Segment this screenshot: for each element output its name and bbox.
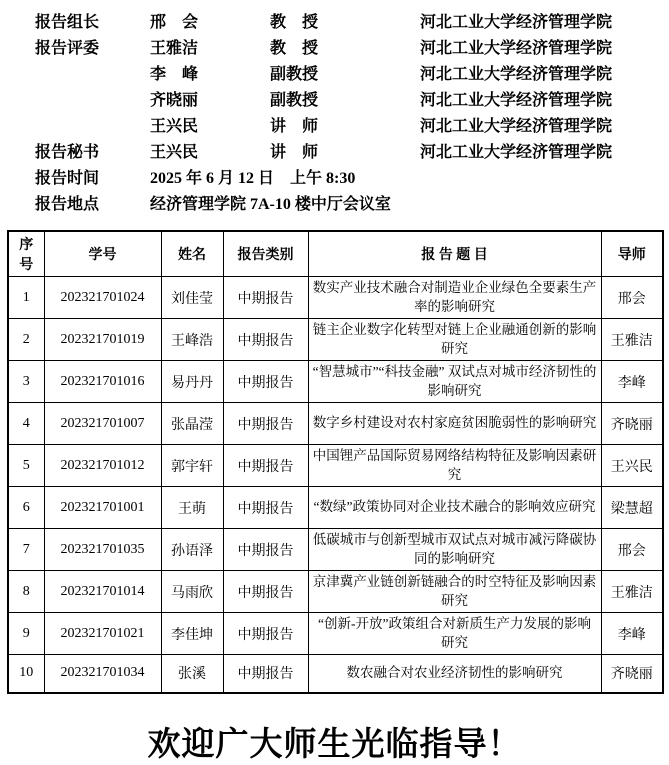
info-person-title xyxy=(270,166,420,192)
cell-report-topic: “创新-开放”政策组合对新质生产力发展的影响研究 xyxy=(308,613,601,655)
cell-name: 王萌 xyxy=(161,487,223,529)
header-advisor: 导师 xyxy=(601,231,663,277)
table-header-row xyxy=(8,231,663,277)
cell-name: 郭宇轩 xyxy=(161,445,223,487)
cell-student-id: 202321701007 xyxy=(44,403,161,445)
cell-report-type: 中期报告 xyxy=(223,571,308,613)
info-row-location xyxy=(35,192,669,218)
info-label xyxy=(35,114,150,140)
cell-no: 4 xyxy=(8,403,44,445)
cell-name: 刘佳莹 xyxy=(161,277,223,319)
info-label: 报告时间 xyxy=(35,170,100,187)
cell-student-id: 202321701019 xyxy=(44,319,161,361)
cell-name: 孙语泽 xyxy=(161,529,223,571)
table-row xyxy=(8,571,663,613)
info-row-committee xyxy=(35,62,669,88)
info-row-committee xyxy=(35,36,669,62)
cell-student-id: 202321701001 xyxy=(44,487,161,529)
cell-report-type: 中期报告 xyxy=(223,319,308,361)
info-row-committee xyxy=(35,88,669,114)
info-row-time xyxy=(35,166,669,192)
header-student-id: 学号 xyxy=(44,231,161,277)
cell-advisor: 齐晓丽 xyxy=(601,403,663,445)
info-person-title: 副教授 xyxy=(270,92,319,109)
info-location-value: 经济管理学院 7A-10 楼中厅会议室 xyxy=(150,196,391,213)
cell-no: 2 xyxy=(8,319,44,361)
info-label xyxy=(35,88,150,114)
cell-no: 9 xyxy=(8,613,44,655)
cell-no: 7 xyxy=(8,529,44,571)
header-name: 姓名 xyxy=(161,231,223,277)
table-row xyxy=(8,529,663,571)
info-person-title: 讲 师 xyxy=(270,118,319,135)
info-person-org: 河北工业大学经济管理学院 xyxy=(420,92,613,109)
info-person-org xyxy=(420,192,669,218)
cell-name: 李佳坤 xyxy=(161,613,223,655)
report-schedule-table xyxy=(7,230,664,694)
cell-report-topic: 数农融合对农业经济韧性的影响研究 xyxy=(308,655,601,693)
cell-report-type: 中期报告 xyxy=(223,655,308,693)
cell-no: 8 xyxy=(8,571,44,613)
info-person-name: 李 峰 xyxy=(150,66,199,83)
info-label: 报告地点 xyxy=(35,196,100,213)
cell-report-type: 中期报告 xyxy=(223,487,308,529)
table-row xyxy=(8,361,663,403)
info-person-title xyxy=(270,192,420,218)
cell-advisor: 王雅洁 xyxy=(601,319,663,361)
cell-advisor: 齐晓丽 xyxy=(601,655,663,693)
info-person-name: 王雅洁 xyxy=(150,40,199,57)
info-person-org: 河北工业大学经济管理学院 xyxy=(420,118,613,135)
info-person-org xyxy=(420,166,669,192)
info-label xyxy=(35,62,150,88)
info-person-org: 河北工业大学经济管理学院 xyxy=(420,66,613,83)
report-info-block xyxy=(0,10,669,218)
cell-advisor: 邢会 xyxy=(601,277,663,319)
cell-report-type: 中期报告 xyxy=(223,277,308,319)
cell-advisor: 李峰 xyxy=(601,361,663,403)
cell-report-type: 中期报告 xyxy=(223,613,308,655)
cell-advisor: 邢会 xyxy=(601,529,663,571)
info-label: 报告评委 xyxy=(35,40,100,57)
cell-report-topic: 链主企业数字化转型对链上企业融通创新的影响研究 xyxy=(308,319,601,361)
info-label: 报告组长 xyxy=(35,14,100,31)
info-time-value: 2025 年 6 月 12 日 上午 8:30 xyxy=(150,170,356,187)
cell-report-topic: 京津冀产业链创新链融合的时空特征及影响因素研究 xyxy=(308,571,601,613)
cell-name: 易丹丹 xyxy=(161,361,223,403)
info-person-org: 河北工业大学经济管理学院 xyxy=(420,40,613,57)
cell-student-id: 202321701035 xyxy=(44,529,161,571)
cell-no: 5 xyxy=(8,445,44,487)
cell-report-type: 中期报告 xyxy=(223,529,308,571)
cell-advisor: 王兴民 xyxy=(601,445,663,487)
cell-name: 马雨欣 xyxy=(161,571,223,613)
table-row xyxy=(8,277,663,319)
cell-name: 张晶滢 xyxy=(161,403,223,445)
cell-report-topic: 数实产业技术融合对制造业企业绿色全要素生产率的影响研究 xyxy=(308,277,601,319)
info-label: 报告秘书 xyxy=(35,144,100,161)
cell-no: 1 xyxy=(8,277,44,319)
info-person-name: 邢 会 xyxy=(150,14,199,31)
cell-student-id: 202321701014 xyxy=(44,571,161,613)
table-row xyxy=(8,655,663,693)
cell-report-type: 中期报告 xyxy=(223,403,308,445)
cell-no: 3 xyxy=(8,361,44,403)
header-report-type: 报告类别 xyxy=(223,231,308,277)
cell-student-id: 202321701016 xyxy=(44,361,161,403)
cell-student-id: 202321701034 xyxy=(44,655,161,693)
info-person-title: 教 授 xyxy=(270,14,319,31)
cell-student-id: 202321701024 xyxy=(44,277,161,319)
cell-report-topic: “数绿”政策协同对企业技术融合的影响效应研究 xyxy=(308,487,601,529)
cell-no: 6 xyxy=(8,487,44,529)
cell-student-id: 202321701021 xyxy=(44,613,161,655)
info-person-name: 王兴民 xyxy=(150,144,199,161)
info-person-org: 河北工业大学经济管理学院 xyxy=(420,144,613,161)
info-row-committee xyxy=(35,114,669,140)
info-person-name: 王兴民 xyxy=(150,118,199,135)
cell-advisor: 王雅洁 xyxy=(601,571,663,613)
table-row xyxy=(8,487,663,529)
table-row xyxy=(8,445,663,487)
cell-student-id: 202321701012 xyxy=(44,445,161,487)
info-person-title: 教 授 xyxy=(270,40,319,57)
cell-report-type: 中期报告 xyxy=(223,445,308,487)
info-person-title: 讲 师 xyxy=(270,144,319,161)
welcome-message: 欢迎广大师生光临指导！ xyxy=(147,726,522,763)
cell-advisor: 李峰 xyxy=(601,613,663,655)
info-person-name: 齐晓丽 xyxy=(150,92,199,109)
cell-name: 张溪 xyxy=(161,655,223,693)
header-no: 序号 xyxy=(8,231,44,277)
header-report-topic: 报 告 题 目 xyxy=(308,231,601,277)
info-row-leader xyxy=(35,10,669,36)
cell-advisor: 梁慧超 xyxy=(601,487,663,529)
cell-report-topic: “智慧城市”“科技金融” 双试点对城市经济韧性的影响研究 xyxy=(308,361,601,403)
cell-report-topic: 数字乡村建设对农村家庭贫困脆弱性的影响研究 xyxy=(308,403,601,445)
cell-report-topic: 中国锂产品国际贸易网络结构特征及影响因素研究 xyxy=(308,445,601,487)
cell-name: 王峰浩 xyxy=(161,319,223,361)
table-row xyxy=(8,613,663,655)
cell-report-topic: 低碳城市与创新型城市双试点对城市减污降碳协同的影响研究 xyxy=(308,529,601,571)
table-row xyxy=(8,319,663,361)
cell-no: 10 xyxy=(8,655,44,693)
cell-report-type: 中期报告 xyxy=(223,361,308,403)
table-row xyxy=(8,403,663,445)
info-person-org: 河北工业大学经济管理学院 xyxy=(420,14,613,31)
info-row-secretary xyxy=(35,140,669,166)
info-person-title: 副教授 xyxy=(270,66,319,83)
